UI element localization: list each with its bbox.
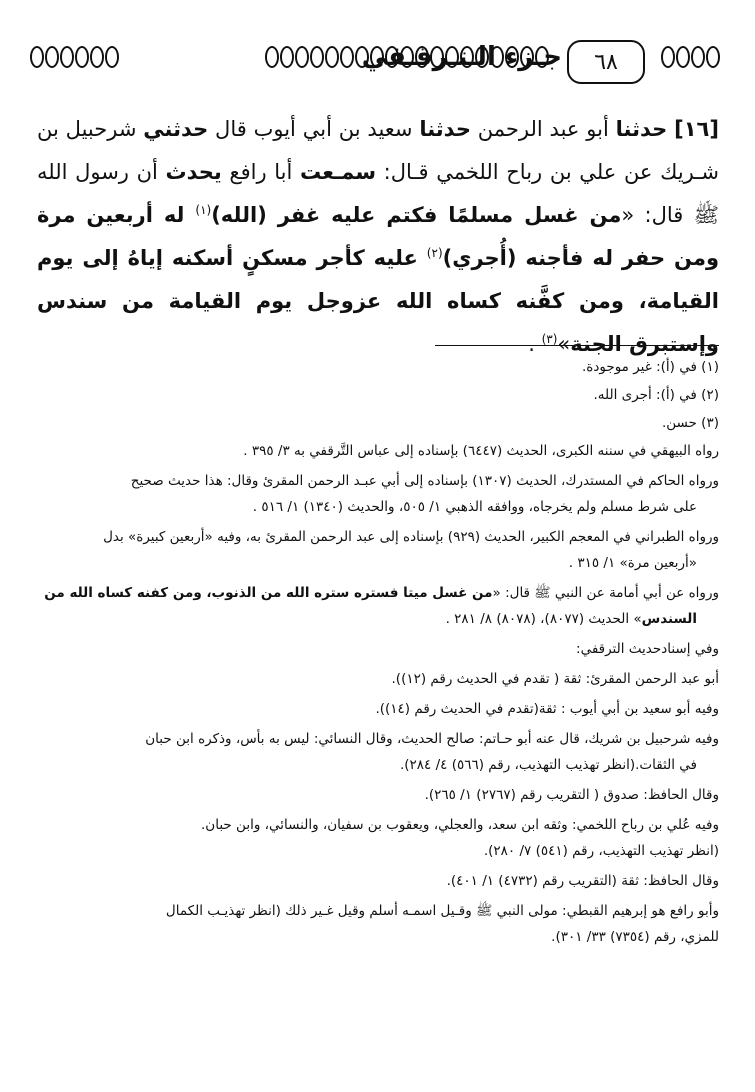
footnote-divider: [435, 345, 719, 346]
hadith-seg: من غسل مسلمًا فكتم عليه غفر (الله): [211, 203, 622, 227]
reference-abu-umama: [37, 580, 719, 632]
hadith-seg: حدثنا: [419, 117, 471, 141]
page-number-box: [567, 40, 645, 84]
narrator-shurahbil: [37, 726, 719, 778]
hadith-seg: عليه كأجر مسكنٍ أسكنه إياهُ إلى يوم القيامة، ومن كفَّنه كساه الله عزوجل يوم القيامة من سندس وإستبرق الجنة: [37, 246, 719, 356]
hadith-seg: حدثني: [143, 117, 209, 141]
hadith-seg: له أربعين مرة ومن حفر له فأجنه (أُجري): [37, 203, 720, 270]
reference-line: للمزي، رقم (٧٣٥٤) ٣٣/ ٣٠١).: [551, 929, 719, 945]
footnote-2: (٢) في (أ): أجرى الله.: [593, 387, 719, 403]
reference-tabarani: [37, 524, 719, 576]
ornament-right: [661, 46, 720, 68]
hadith-seg: .: [528, 332, 542, 356]
footnote-ref[interactable]: (٣): [541, 332, 558, 346]
reference-line: وفيه عُلي بن رباح اللخمي: وثقه ابن سعد، والعجلي، ويعقوب بن سفيان، والنسائي، وابن حبان.: [201, 817, 719, 833]
narrator-abu-rafi: [37, 898, 719, 950]
reference-line: ورواه الطبراني في المعجم الكبير، الحديث (٩٢٩) بإسناده إلى عبد الرحمن المقرئ به، وفيه «أربعين كبيرة» بدل: [103, 529, 719, 545]
reference-line: وأبو رافع هو إبرهيم القبطي: مولى النبي ﷺ وقـيل اسمـه أسلم وقيل غـير ذلك (انظر تهذيـب الكمال: [165, 903, 719, 919]
hadith-seg: شرحبيل بن شـريك عن علي بن رباح اللخمي قـال:: [37, 117, 719, 184]
reference-quote: من غسل ميتا فستره ستره الله من الذنوب، ومن كفنه كساه الله من: [44, 585, 493, 601]
narrator-muqri: أبو عبد الرحمن المقرئ: ثقة ( تقدم في الحديث رقم (١٢)).: [391, 671, 719, 687]
isnad-heading: وفي إسنادحديث الترقفي:: [576, 641, 719, 657]
reference-bayhaqi: رواه البيهقي في سننه الكبرى، الحديث (٦٤٤٧) بإسناده إلى عباس التَّرقفي به ٣/ ٣٩٥ .: [243, 443, 719, 459]
hadith-number: [١٦]: [674, 117, 719, 141]
hadith-text: [37, 108, 719, 366]
reference-line: «أربعين مرة» ١/ ٣١٥ .: [568, 555, 697, 571]
header-title: جـزء الـتـرقـفي: [361, 42, 562, 72]
hadith-paragraph: [37, 108, 719, 366]
hadith-seg: »: [557, 332, 571, 356]
reference-line: في الثقات.(انظر تهذيب التهذيب، رقم (٥٦٦) ٤/ ٢٨٤).: [399, 757, 697, 773]
reference-hakim: [37, 468, 719, 520]
hadith-seg: حدثنا: [615, 117, 668, 141]
footnote-ref[interactable]: (٢): [426, 246, 443, 260]
hafiz-ali: وقال الحافظ: ثقة (التقريب رقم (٤٧٣٢) ١/ ٤٠١).: [446, 873, 719, 889]
reference-line: على شرط مسلم ولم يخرجاه، ووافقه الذهبي ١/ ٥٠٥، والحديث (١٣٤٠) ١/ ٥١٦ .: [252, 499, 697, 515]
hadith-seg: أن رسول الله ﷺ قال: «: [37, 160, 719, 227]
running-header: [30, 38, 720, 90]
ornament-left: [30, 46, 119, 68]
footnotes: [37, 354, 719, 952]
footnote-3: (٣) حسن.: [661, 415, 719, 431]
reference-line: وفيه شرحبيل بن شريك، قال عنه أبو حـاتم: صالح الحديث، وقال النسائي: ليس به بأس، وذكره ابن حبان: [145, 731, 719, 747]
ornament-middle: [265, 46, 549, 68]
hadith-seg: سعيد بن أبي أيوب قال: [208, 117, 420, 141]
reference-line: » الحديث (٨٠٧٧)، (٨٠٧٨) ٨/ ٢٨١ .: [445, 611, 642, 627]
reference-line: ورواه الحاكم في المستدرك، الحديث (١٣٠٧) بإسناده إلى أبي عبـد الرحمن المقرئ وقال: هذا حديث صحيح: [130, 473, 719, 489]
footnote-1: (١) في (أ): غير موجودة.: [582, 359, 719, 375]
hadith-seg: يحدث: [165, 160, 222, 184]
narrator-ali: [37, 812, 719, 864]
hadith-seg: أبا رافع: [221, 160, 300, 184]
reference-quote: السندس: [641, 611, 697, 627]
hadith-seg: سمـعت: [299, 160, 376, 184]
hadith-seg: أبو عبد الرحمن: [470, 117, 616, 141]
hafiz-shurahbil: وقال الحافظ: صدوق ( التقريب رقم (٢٧٦٧) ١/ ٢٦٥).: [424, 787, 719, 803]
page-number: ٦٨: [594, 49, 618, 75]
footnote-ref[interactable]: (١): [195, 203, 212, 217]
narrator-saeed: وفيه أبو سعيد بن أبي أيوب : ثقة(تقدم في الحديث رقم (١٤)).: [375, 701, 719, 717]
reference-line: ورواه عن أبي أمامة عن النبي ﷺ قال: «: [492, 585, 719, 601]
reference-line: (انظر تهذيب التهذيب، رقم (٥٤١) ٧/ ٢٨٠).: [483, 843, 719, 859]
